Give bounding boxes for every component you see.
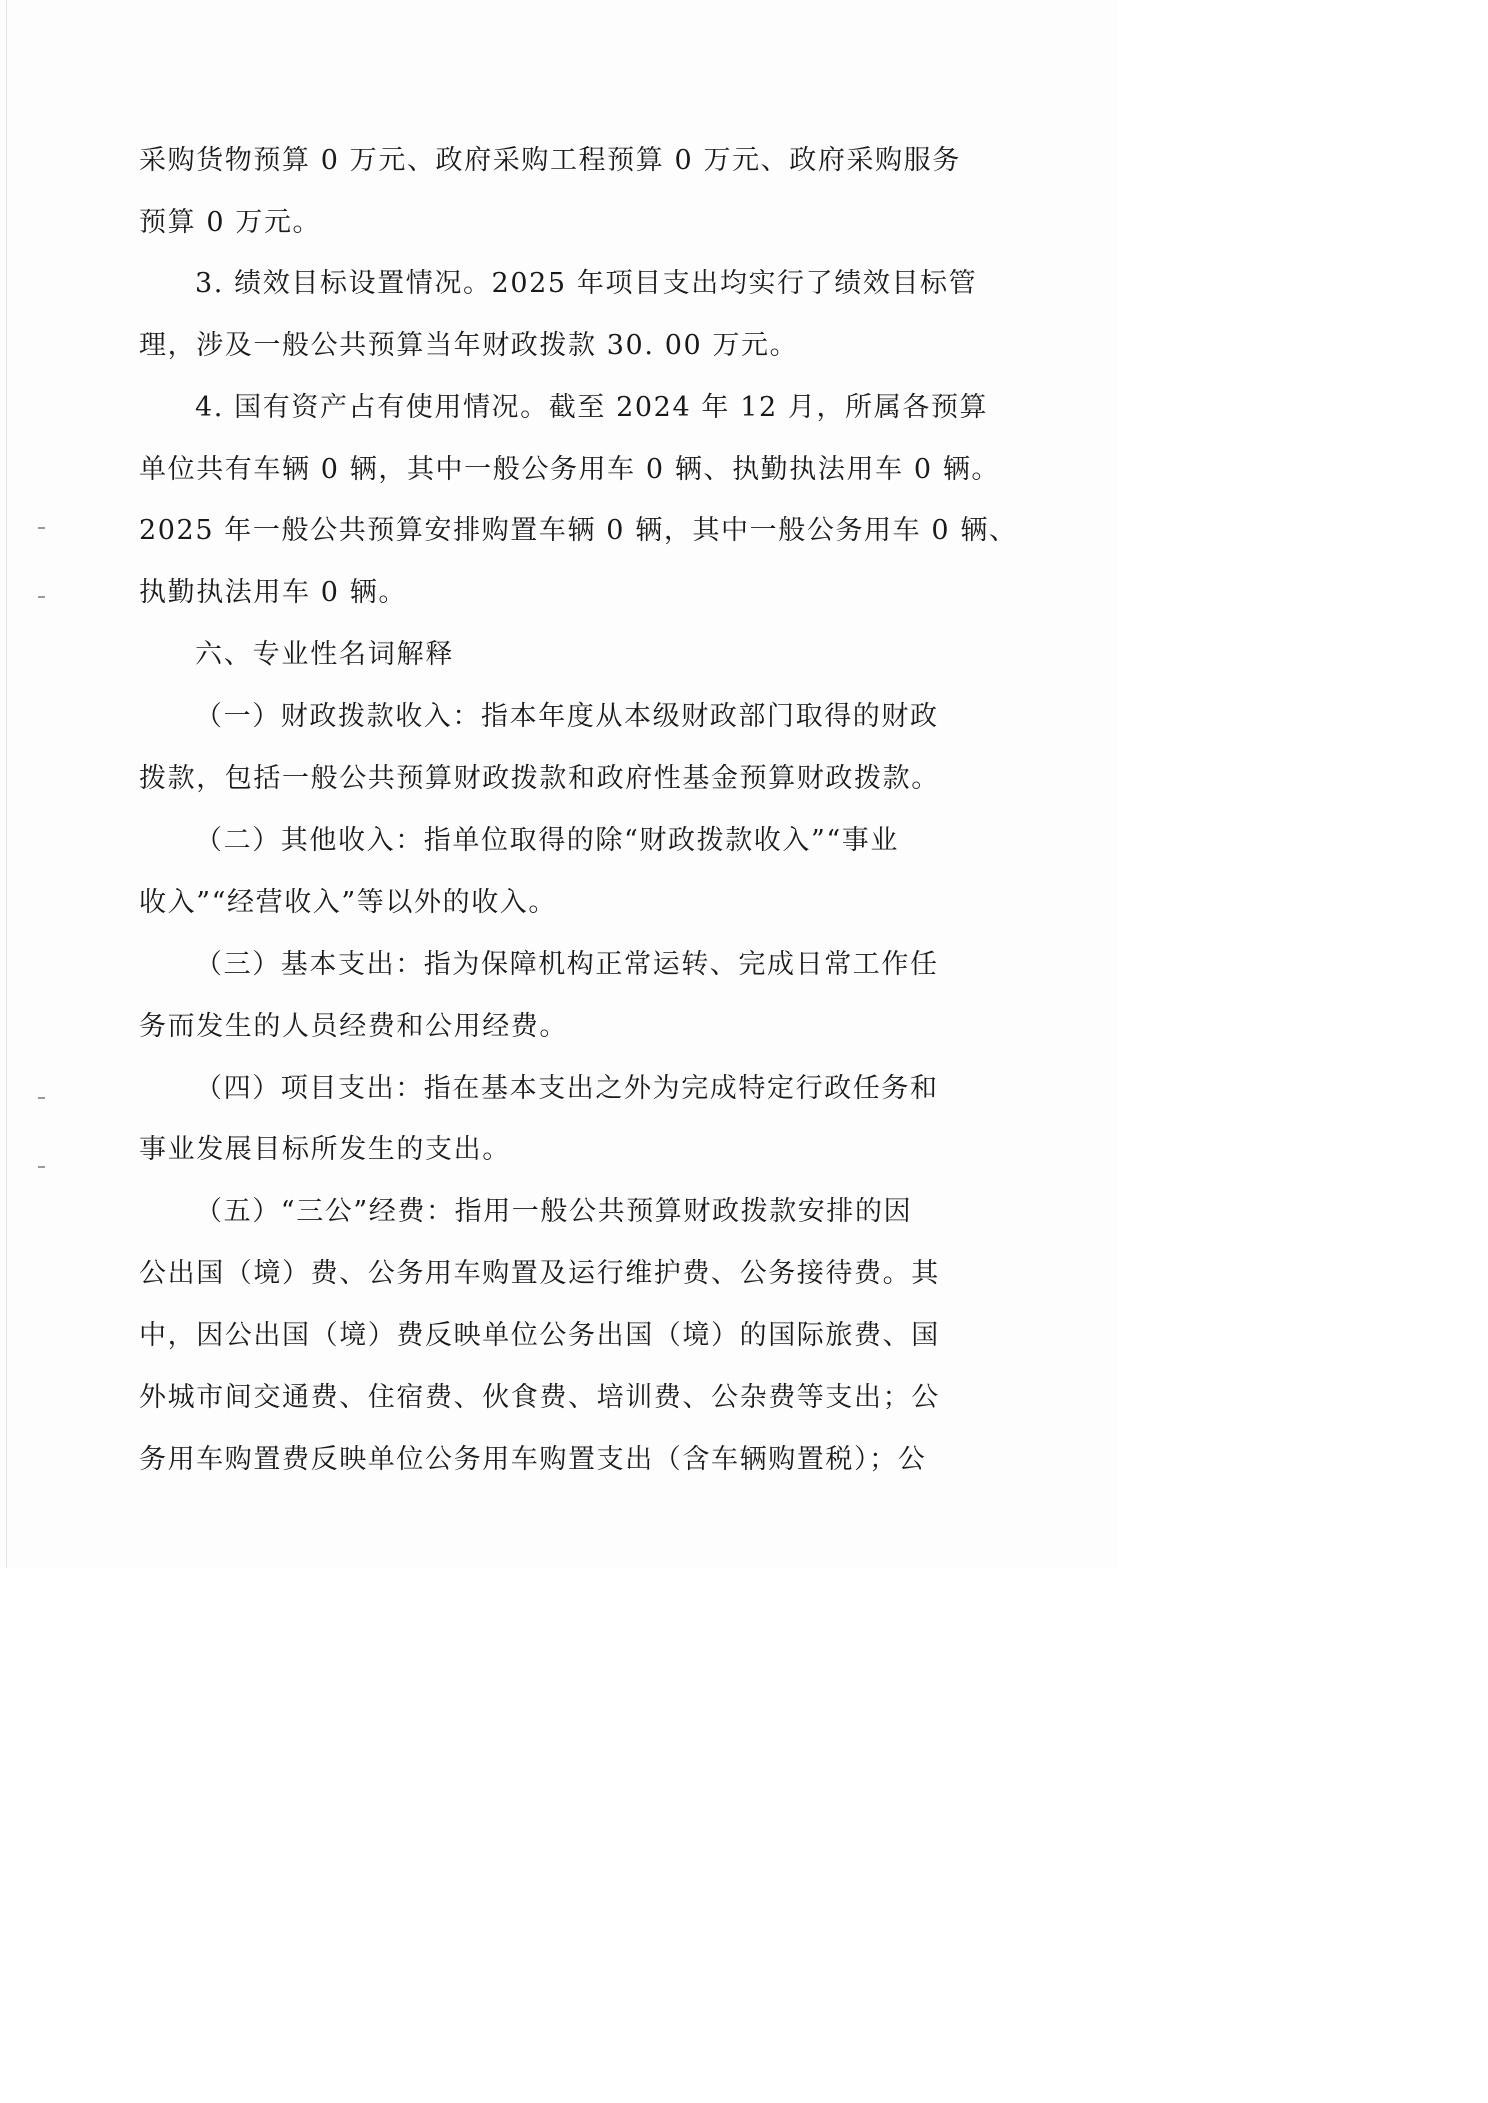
definition-other-income: （二）其他收入：指单位取得的除“财政拨款收入”“事业 <box>195 825 900 856</box>
definition-three-public-expenses-line: 中，因公出国（境）费反映单位公务出国（境）的国际旅费、国 <box>139 1320 940 1351</box>
definition-three-public-expenses-line: 公出国（境）费、公务用车购置及运行维护费、公务接待费。其 <box>139 1258 940 1289</box>
definition-project-expenditure: （四）项目支出：指在基本支出之外为完成特定行政任务和 <box>195 1073 939 1104</box>
margin-mark <box>38 1166 45 1168</box>
procurement-budget-line-end: 预算 0 万元。 <box>139 207 322 238</box>
margin-mark <box>38 1097 45 1099</box>
definition-three-public-expenses-line: 务用车购置费反映单位公务用车购置支出（含车辆购置税）；公 <box>139 1444 927 1475</box>
state-assets-line: 单位共有车辆 0 辆，其中一般公务用车 0 辆、执勤执法用车 0 辆。 <box>139 454 1001 485</box>
section-heading: 六、专业性名词解释 <box>195 639 455 670</box>
state-assets-line: 2025 年一般公共预算安排购置车辆 0 辆，其中一般公务用车 0 辆、 <box>139 515 1018 546</box>
state-assets-paragraph: 4. 国有资产占有使用情况。截至 2024 年 12 月，所属各预算 <box>195 392 989 423</box>
performance-target-line-end: 理，涉及一般公共预算当年财政拨款 30. 00 万元。 <box>139 330 799 361</box>
definition-basic-expenditure-end: 务而发生的人员经费和公用经费。 <box>139 1011 568 1042</box>
definition-other-income-end: 收入”“经营收入”等以外的收入。 <box>139 887 558 918</box>
definition-fiscal-appropriation: （一）财政拨款收入：指本年度从本级财政部门取得的财政 <box>195 701 939 732</box>
definition-basic-expenditure: （三）基本支出：指为保障机构正常运转、完成日常工作任 <box>195 949 939 980</box>
scan-edge <box>6 0 7 1568</box>
definition-project-expenditure-end: 事业发展目标所发生的支出。 <box>139 1134 511 1165</box>
margin-mark <box>38 527 45 529</box>
performance-target-paragraph: 3. 绩效目标设置情况。2025 年项目支出均实行了绩效目标管 <box>195 268 978 299</box>
definition-three-public-expenses-line: 外城市间交通费、住宿费、伙食费、培训费、公杂费等支出；公 <box>139 1382 940 1413</box>
procurement-budget-line: 采购货物预算 0 万元、政府采购工程预算 0 万元、政府采购服务 <box>139 145 961 176</box>
state-assets-line-end: 执勤执法用车 0 辆。 <box>139 577 407 608</box>
definition-three-public-expenses: （五）“三公”经费：指用一般公共预算财政拨款安排的因 <box>195 1196 913 1227</box>
margin-mark <box>38 596 45 598</box>
definition-fiscal-appropriation-end: 拨款，包括一般公共预算财政拨款和政府性基金预算财政拨款。 <box>139 763 940 794</box>
